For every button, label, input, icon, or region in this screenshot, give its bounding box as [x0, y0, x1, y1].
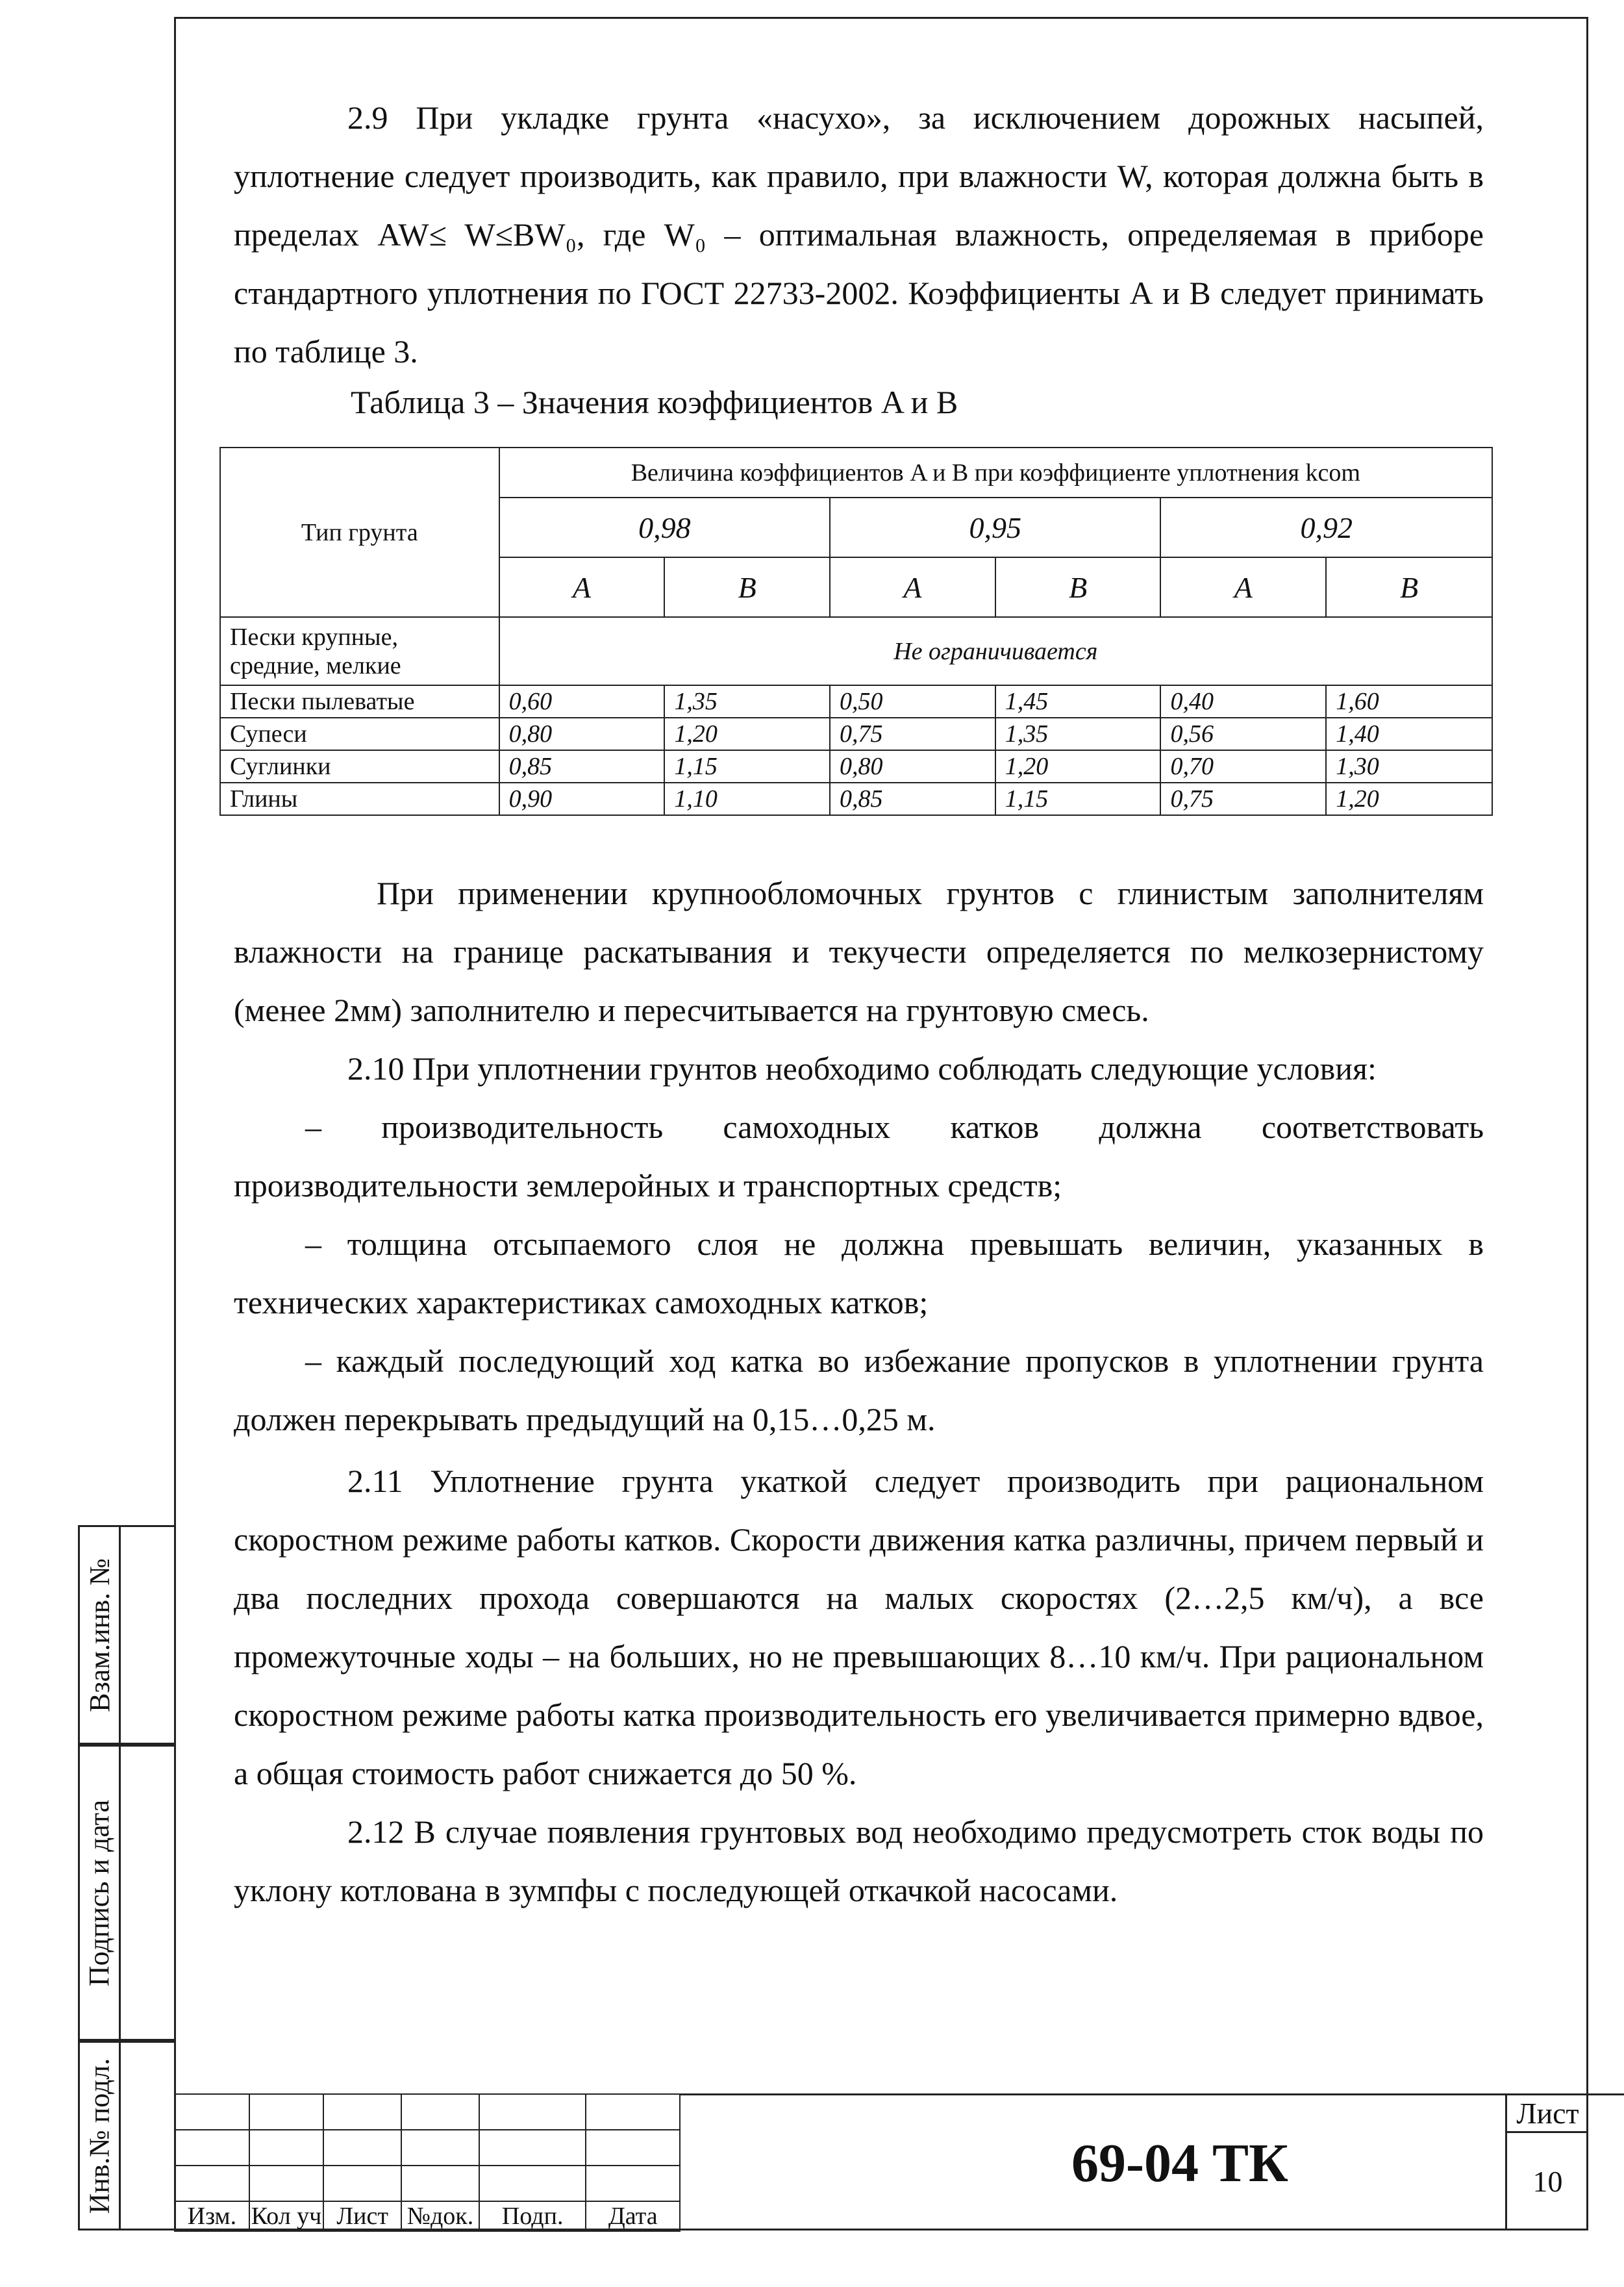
cell-value: 0,70	[1160, 750, 1326, 783]
cell-value: 1,60	[1326, 685, 1492, 718]
cell-value: 0,85	[499, 750, 665, 783]
cell-value: 1,15	[664, 750, 830, 783]
row-label: Пески крупные, средние, мелкие	[220, 617, 499, 685]
cell-value: 0,75	[1160, 783, 1326, 815]
side-label-zam: Взам.инв. №	[83, 1558, 116, 1712]
header-a: A	[830, 557, 995, 617]
stamp-col-ndok: №док.	[401, 2201, 479, 2231]
title-block	[174, 2093, 1588, 2230]
cell-value: 1,30	[1326, 750, 1492, 783]
cell-value: 1,35	[995, 718, 1161, 750]
bullet-item: – каждый последующий ход катка во избежание пропусков в уплотнении грунта должен перекрывать предыдущий на 0,15…0,25 м.	[234, 1343, 1484, 1437]
paragraph-coarse-soils: При применении крупнообломочных грунтов с глинистым заполнителям влажности на границе раскатывания и текучести определяется по мелкозернистому (менее 2мм) заполнителю и пересчитывается на грунтовую смесь.	[234, 875, 1484, 1028]
table-row	[220, 718, 1492, 750]
header-coef-group: Величина коэффициентов A и B при коэффициенте уплотнения kcom	[499, 448, 1492, 498]
side-label-podpis: Подпись и дата	[83, 1799, 116, 1986]
cell-value: 1,20	[1326, 783, 1492, 815]
header-b: B	[664, 557, 830, 617]
cell-value: 1,10	[664, 783, 830, 815]
stamp-col-izm: Изм.	[175, 2201, 249, 2231]
paragraph-2-9: 2.9 При укладке грунта «насухо», за исключением дорожных насыпей, уплотнение следует производить, как правило, при влажности W, которая должна быть в пределах AW≤ W≤BW₀, где W₀ – оптимальная влажность, определяемая в приборе стандартного уплотнения по ГОСТ 22733-2002. Коэффициенты А и В следует принимать по таблице 3.	[234, 99, 1484, 370]
stamp-col-data: Дата	[586, 2201, 680, 2231]
side-stamp-inv	[78, 2041, 175, 2230]
row-label: Суглинки	[220, 750, 499, 783]
header-b: B	[1326, 557, 1492, 617]
cell-value: 0,50	[830, 685, 995, 718]
sheet-box	[1505, 2093, 1588, 2230]
sheet-number: 10	[1532, 2165, 1563, 2198]
header-a: A	[1160, 557, 1326, 617]
sheet-label: Лист	[1507, 2095, 1588, 2133]
table-row	[220, 685, 1492, 718]
side-stamp-zam	[78, 1525, 175, 1745]
table-caption: Таблица 3 – Значения коэффициентов A и B	[351, 384, 958, 420]
side-label-inv: Инв.№ подл.	[83, 2058, 116, 2214]
header-k-095: 0,95	[830, 498, 1160, 557]
cell-value: 0,85	[830, 783, 995, 815]
paragraph-2-11: 2.11 Уплотнение грунта укаткой следует производить при рациональном скоростном режиме работы катков. Скорости движения катка различны, причем первый и два последних прохода совершаются на малых скоростях (2…2,5 км/ч), а все промежуточные ходы – на больших, но не превышающих 8…10 км/ч. При рациональном скоростном режиме работы катка производительность его увеличивается примерно вдвое, а общая стоимость работ снижается до 50 %.	[234, 1463, 1484, 1791]
row-value-unlimited: Не ограничивается	[499, 617, 1492, 685]
header-b: B	[995, 557, 1161, 617]
document-code: 69-04 ТК	[681, 2093, 1624, 2230]
header-k-092: 0,92	[1160, 498, 1492, 557]
paragraph-2-12: 2.12 В случае появления грунтовых вод необходимо предусмотреть сток воды по уклону котлована в зумпфы с последующей откачкой насосами.	[234, 1813, 1484, 1908]
header-a: A	[499, 557, 665, 617]
cell-value: 1,45	[995, 685, 1161, 718]
row-label: Супеси	[220, 718, 499, 750]
bullet-item: – толщина отсыпаемого слоя не должна превышать величин, указанных в технических характеристиках самоходных катков;	[234, 1226, 1484, 1320]
row-label: Глины	[220, 783, 499, 815]
cell-value: 1,15	[995, 783, 1161, 815]
cell-value: 1,20	[995, 750, 1161, 783]
coefficients-table	[219, 447, 1493, 816]
header-soil-type: Тип грунта	[220, 448, 499, 617]
row-label: Пески пылеватые	[220, 685, 499, 718]
stamp-col-podp: Подп.	[479, 2201, 586, 2231]
cell-value: 1,20	[664, 718, 830, 750]
side-stamp-podpis	[78, 1745, 175, 2041]
cell-value: 0,40	[1160, 685, 1326, 718]
cell-value: 1,35	[664, 685, 830, 718]
header-k-098: 0,98	[499, 498, 830, 557]
cell-value: 1,40	[1326, 718, 1492, 750]
paragraph-2-10: 2.10 При уплотнении грунтов необходимо соблюдать следующие условия:	[347, 1050, 1377, 1087]
cell-value: 0,75	[830, 718, 995, 750]
cell-value: 0,60	[499, 685, 665, 718]
stamp-col-kol: Кол уч	[249, 2201, 324, 2231]
cell-value: 0,80	[830, 750, 995, 783]
table-row	[220, 783, 1492, 815]
table-row	[220, 750, 1492, 783]
revision-grid	[174, 2093, 681, 2232]
stamp-col-list: Лист	[323, 2201, 401, 2231]
bullet-item: – производительность самоходных катков должна соответствовать производительности землеройных и транспортных средств;	[234, 1109, 1484, 1204]
cell-value: 0,56	[1160, 718, 1326, 750]
cell-value: 0,80	[499, 718, 665, 750]
cell-value: 0,90	[499, 783, 665, 815]
